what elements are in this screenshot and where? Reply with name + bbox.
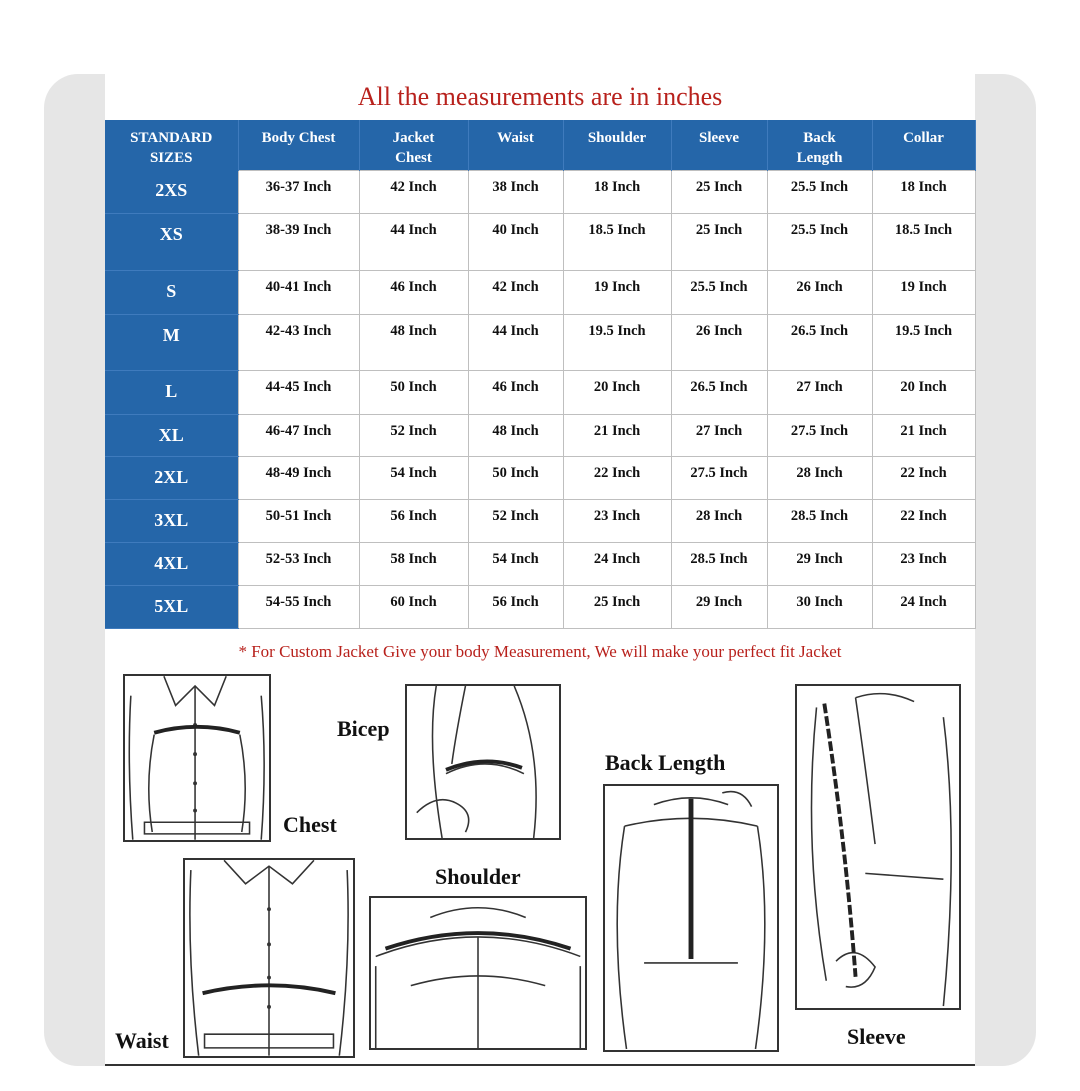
- measurement-cell: 52 Inch: [359, 414, 468, 456]
- measurement-cell: 18.5 Inch: [563, 213, 671, 270]
- measurement-cell: 50-51 Inch: [238, 499, 359, 542]
- measurement-cell: 48 Inch: [468, 414, 563, 456]
- label-chest: Chest: [283, 812, 337, 837]
- measurement-cell: 56 Inch: [468, 585, 563, 628]
- sleeve-icon: [797, 686, 959, 1008]
- measurement-cell: 25.5 Inch: [671, 270, 767, 314]
- measurement-cell: 54 Inch: [359, 456, 468, 499]
- measurement-cell: 22 Inch: [872, 499, 975, 542]
- measurement-cell: 19.5 Inch: [872, 314, 975, 370]
- size-cell: L: [105, 370, 238, 414]
- size-cell: XS: [105, 213, 238, 270]
- table-row: [105, 270, 975, 314]
- measurement-cell: 28.5 Inch: [671, 542, 767, 585]
- shoulder-illustration: [369, 896, 587, 1050]
- chest-illustration: [123, 674, 271, 842]
- table-row: [105, 414, 975, 456]
- measurement-cell: 27.5 Inch: [671, 456, 767, 499]
- bottom-rule: [105, 1064, 975, 1066]
- measurement-cell: 38-39 Inch: [238, 213, 359, 270]
- measurement-cell: 18 Inch: [872, 170, 975, 213]
- table-row: [105, 585, 975, 628]
- measurement-cell: 24 Inch: [563, 542, 671, 585]
- measurement-cell: 54-55 Inch: [238, 585, 359, 628]
- measurement-cell: 44-45 Inch: [238, 370, 359, 414]
- measurement-cell: 23 Inch: [872, 542, 975, 585]
- size-cell: 2XS: [105, 170, 238, 213]
- measurement-cell: 46 Inch: [359, 270, 468, 314]
- shoulder-icon: [371, 898, 585, 1048]
- measurement-cell: 21 Inch: [563, 414, 671, 456]
- measurement-cell: 40-41 Inch: [238, 270, 359, 314]
- table-row: [105, 499, 975, 542]
- measurement-cell: 38 Inch: [468, 170, 563, 213]
- size-chart-sheet: [105, 74, 975, 1066]
- size-cell: 4XL: [105, 542, 238, 585]
- waist-icon: [185, 860, 353, 1056]
- measurement-cell: 28 Inch: [671, 499, 767, 542]
- size-table: [105, 120, 976, 629]
- measurement-cell: 18.5 Inch: [872, 213, 975, 270]
- size-cell: 2XL: [105, 456, 238, 499]
- header-jacket-chest: Jacket Chest: [359, 120, 468, 170]
- label-bicep: Bicep: [337, 716, 390, 741]
- measurement-cell: 58 Inch: [359, 542, 468, 585]
- header-back-length: Back Length: [767, 120, 872, 170]
- measurement-cell: 22 Inch: [563, 456, 671, 499]
- table-row: [105, 370, 975, 414]
- measurement-cell: 50 Inch: [468, 456, 563, 499]
- measurement-cell: 20 Inch: [563, 370, 671, 414]
- header-waist: Waist: [468, 120, 563, 170]
- size-cell: M: [105, 314, 238, 370]
- measurement-cell: 36-37 Inch: [238, 170, 359, 213]
- measurement-cell: 44 Inch: [468, 314, 563, 370]
- chart-title: All the measurements are in inches: [357, 82, 723, 111]
- measurement-cell: 48-49 Inch: [238, 456, 359, 499]
- size-cell: S: [105, 270, 238, 314]
- measurement-cell: 54 Inch: [468, 542, 563, 585]
- header-body-chest: Body Chest: [238, 120, 359, 170]
- measurement-cell: 25 Inch: [671, 170, 767, 213]
- sleeve-illustration: [795, 684, 961, 1010]
- measurement-cell: 30 Inch: [767, 585, 872, 628]
- measurement-cell: 28 Inch: [767, 456, 872, 499]
- measurement-cell: 25.5 Inch: [767, 170, 872, 213]
- size-cell: XL: [105, 414, 238, 456]
- table-header-row: [105, 120, 975, 170]
- table-row: [105, 314, 975, 370]
- measurement-cell: 19 Inch: [872, 270, 975, 314]
- measurement-cell: 56 Inch: [359, 499, 468, 542]
- measurement-cell: 18 Inch: [563, 170, 671, 213]
- measurement-cell: 20 Inch: [872, 370, 975, 414]
- measurement-cell: 26.5 Inch: [671, 370, 767, 414]
- waist-illustration: [183, 858, 355, 1058]
- measurement-cell: 24 Inch: [872, 585, 975, 628]
- measurement-cell: 27 Inch: [767, 370, 872, 414]
- label-shoulder: Shoulder: [435, 864, 521, 889]
- measurement-cell: 42 Inch: [359, 170, 468, 213]
- measurement-cell: 42 Inch: [468, 270, 563, 314]
- label-waist: Waist: [115, 1028, 169, 1053]
- measurement-cell: 25.5 Inch: [767, 213, 872, 270]
- measurement-cell: 23 Inch: [563, 499, 671, 542]
- table-row: [105, 542, 975, 585]
- measurement-cell: 44 Inch: [359, 213, 468, 270]
- measurement-cell: 21 Inch: [872, 414, 975, 456]
- measurement-cell: 22 Inch: [872, 456, 975, 499]
- header-standard-sizes: STANDARD SIZES: [105, 120, 238, 170]
- measurement-cell: 42-43 Inch: [238, 314, 359, 370]
- back-length-icon: [605, 786, 777, 1050]
- table-row: [105, 213, 975, 270]
- measurement-cell: 19.5 Inch: [563, 314, 671, 370]
- table-row: [105, 456, 975, 499]
- measurement-cell: 28.5 Inch: [767, 499, 872, 542]
- measurement-cell: 52-53 Inch: [238, 542, 359, 585]
- size-cell: 3XL: [105, 499, 238, 542]
- measurement-cell: 46-47 Inch: [238, 414, 359, 456]
- label-sleeve: Sleeve: [847, 1024, 906, 1049]
- measurement-cell: 40 Inch: [468, 213, 563, 270]
- measurement-cell: 52 Inch: [468, 499, 563, 542]
- measurement-cell: 46 Inch: [468, 370, 563, 414]
- measurement-cell: 50 Inch: [359, 370, 468, 414]
- label-back-length: Back Length: [605, 750, 726, 775]
- custom-note: * For Custom Jacket Give your body Measurement, We will make your perfect fit Jacket: [238, 642, 842, 661]
- header-shoulder: Shoulder: [563, 120, 671, 170]
- measurement-cell: 27 Inch: [671, 414, 767, 456]
- header-collar: Collar: [872, 120, 975, 170]
- measurement-cell: 26 Inch: [671, 314, 767, 370]
- measurement-cell: 26 Inch: [767, 270, 872, 314]
- chest-icon: [125, 676, 269, 840]
- measurement-cell: 19 Inch: [563, 270, 671, 314]
- bicep-icon: [407, 686, 559, 838]
- measurement-cell: 29 Inch: [671, 585, 767, 628]
- measurement-cell: 25 Inch: [671, 213, 767, 270]
- measurement-cell: 29 Inch: [767, 542, 872, 585]
- table-row: [105, 170, 975, 213]
- header-sleeve: Sleeve: [671, 120, 767, 170]
- measurement-cell: 25 Inch: [563, 585, 671, 628]
- size-cell: 5XL: [105, 585, 238, 628]
- measurement-cell: 27.5 Inch: [767, 414, 872, 456]
- measurement-cell: 48 Inch: [359, 314, 468, 370]
- measurement-cell: 60 Inch: [359, 585, 468, 628]
- measurement-cell: 26.5 Inch: [767, 314, 872, 370]
- back-length-illustration: [603, 784, 779, 1052]
- bicep-illustration: [405, 684, 561, 840]
